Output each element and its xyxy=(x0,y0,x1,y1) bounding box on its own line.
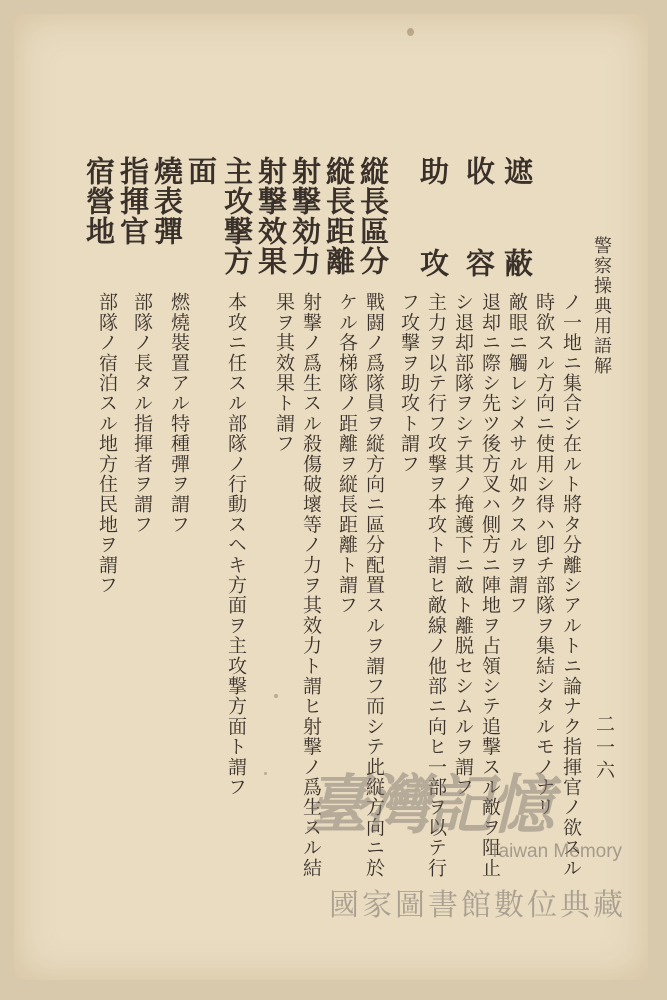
definition-line: 射撃ノ爲生スル殺傷破壞等ノ力ヲ其效力ト謂ヒ射撃ノ爲生スル結 xyxy=(300,292,322,878)
term-heading: 攻 xyxy=(416,248,450,278)
definition-line: 部隊ノ宿泊スル地方住民地ヲ謂フ xyxy=(96,292,118,595)
term-heading: 宿營地 xyxy=(82,156,116,246)
definition-line: 時欲スル方向ニ使用シ得ハ卽チ部隊ヲ集結シタルモノナリ xyxy=(533,292,555,818)
definition-line: 敵眼ニ觸レシメサル如クスルヲ謂フ xyxy=(506,292,528,616)
term-heading: 收 xyxy=(462,156,496,186)
page-header-title: 警察操典用語解 xyxy=(591,236,612,376)
term-heading: 蔽 xyxy=(500,248,534,278)
definition-line: 主力ヲ以テ行フ攻撃ヲ本攻ト謂ヒ敵線ノ他部ニ向ヒ一部ヲ以テ行 xyxy=(425,292,447,878)
term-heading: 射撃効力 xyxy=(288,156,322,276)
term-heading: 射撃效果 xyxy=(254,156,288,276)
term-heading: 面 xyxy=(184,156,218,186)
ink-stain xyxy=(407,28,414,36)
watermark-chinese: 國家圖書館數位典藏 xyxy=(329,888,626,923)
ink-stain xyxy=(264,772,267,775)
definition-line: ノ一地ニ集合シ在ルト將タ分離シアルトニ論ナク指揮官ノ欲スル xyxy=(560,292,582,878)
definition-line: 部隊ノ長タル指揮者ヲ謂フ xyxy=(131,292,153,535)
term-heading: 縦長距離 xyxy=(322,156,356,276)
term-heading: 助 xyxy=(416,156,450,186)
definition-line: ケル各梯隊ノ距離ヲ縦長距離ト謂フ xyxy=(336,292,358,616)
term-heading: 縦長區分 xyxy=(356,156,390,276)
page-number: 二一六 xyxy=(593,714,615,783)
term-heading: 主攻撃方 xyxy=(220,156,254,276)
definition-line: 退却ニ際シ先ツ後方叉ハ側方ニ陣地ヲ占領シテ追撃スル敵ヲ阻止 xyxy=(479,292,501,878)
definition-line: 果ヲ其效果ト謂フ xyxy=(273,292,295,454)
term-heading: 容 xyxy=(462,248,496,278)
watermark-brush-text: 臺灣記憶 xyxy=(304,768,552,843)
term-heading: 遮 xyxy=(500,156,534,186)
library-watermark xyxy=(304,754,644,924)
definition-line: フ攻撃ヲ助攻ト謂フ xyxy=(398,292,420,474)
definition-line: シ退却部隊ヲシテ其ノ掩護下ニ敵ト離脱セシムルヲ謂フ xyxy=(452,292,474,797)
term-heading: 指揮官 xyxy=(116,156,150,246)
definition-line: 本攻ニ任スル部隊ノ行動スヘキ方面ヲ主攻撃方面ト謂フ xyxy=(225,292,247,797)
ink-stain xyxy=(274,694,278,698)
book-page xyxy=(14,14,648,980)
watermark-english: Taiwan Memory xyxy=(489,841,623,862)
definition-line: 燃燒裝置アル特種彈ヲ謂フ xyxy=(168,292,190,535)
definition-line: 戰闘ノ爲隊員ヲ縦方向ニ區分配置スルヲ謂フ而シテ此縦方向ニ於 xyxy=(363,292,385,878)
term-heading: 燒表彈 xyxy=(150,156,184,246)
